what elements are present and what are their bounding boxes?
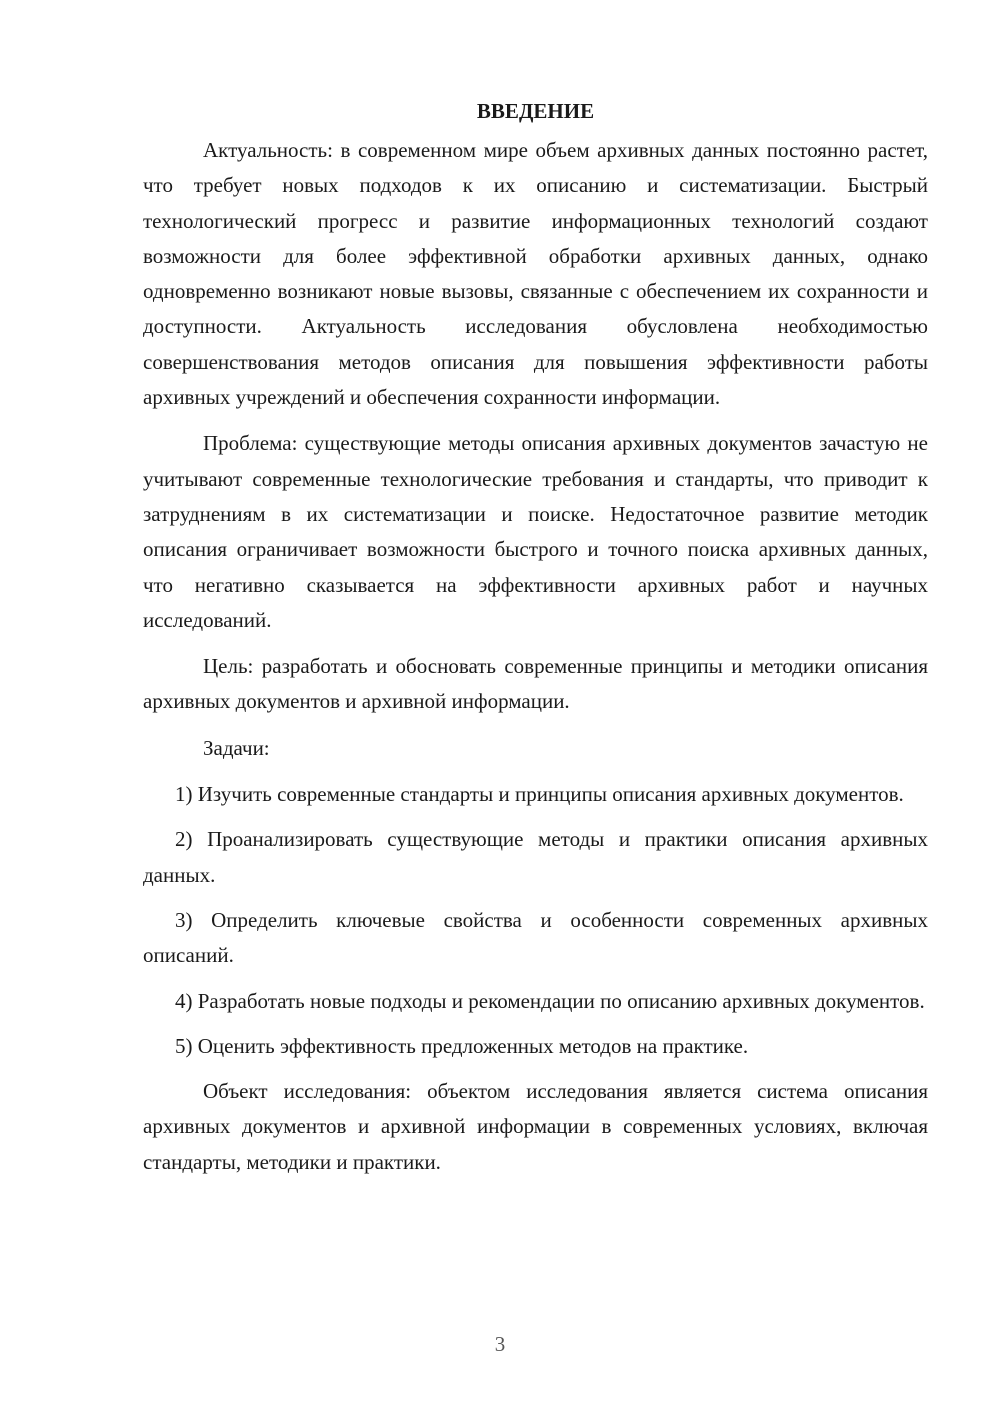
task-item: 4) Разработать новые подходы и рекомендации по описанию архивных документов. <box>175 988 925 1013</box>
document-page <box>143 96 928 1191</box>
relevance-paragraph: Актуальность: в современном мире объем архивных данных постоянно растет, что требует новых подходов к их описанию и систематизации. Быстрый технологический прогресс и развитие информационных технологий создают возможности для более эффективной обработки архивных данных, однако одновременно возникают новые вызовы, связанные с обеспечением их сохранности и доступности. Актуальность исследования обусловлена необходимостью совершенствования методов описания для повышения эффективности работы архивных учреждений и обеспечения сохранности информации. <box>143 138 928 410</box>
problem-paragraph: Проблема: существующие методы описания архивных документов зачастую не учитывают современные технологические требования и стандарты, что приводит к затруднениям в их систематизации и поиске. Недостаточное развитие методик описания ограничивает возможности быстрого и точного поиска архивных данных, что негативно сказывается на эффективности архивных работ и научных исследований. <box>143 431 928 632</box>
task-item: 3) Определить ключевые свойства и особенности современных архивных описаний. <box>143 907 928 968</box>
goal-paragraph: Цель: разработать и обосновать современные принципы и методики описания архивных документов и архивной информации. <box>143 654 928 714</box>
tasks-heading: Задачи: <box>203 735 270 760</box>
task-item: 1) Изучить современные стандарты и принципы описания архивных документов. <box>175 782 904 807</box>
task-item: 2) Проанализировать существующие методы и практики описания архивных данных. <box>143 827 928 887</box>
tasks-list <box>143 777 928 1064</box>
page-number: 3 <box>494 1332 506 1356</box>
section-title: ВВЕДЕНИЕ <box>476 99 595 123</box>
object-paragraph: Объект исследования: объектом исследования является система описания архивных документов и архивной информации в современных условиях, включая стандарты, методики и практики. <box>143 1079 928 1174</box>
task-item: 5) Оценить эффективность предложенных методов на практике. <box>175 1033 749 1058</box>
